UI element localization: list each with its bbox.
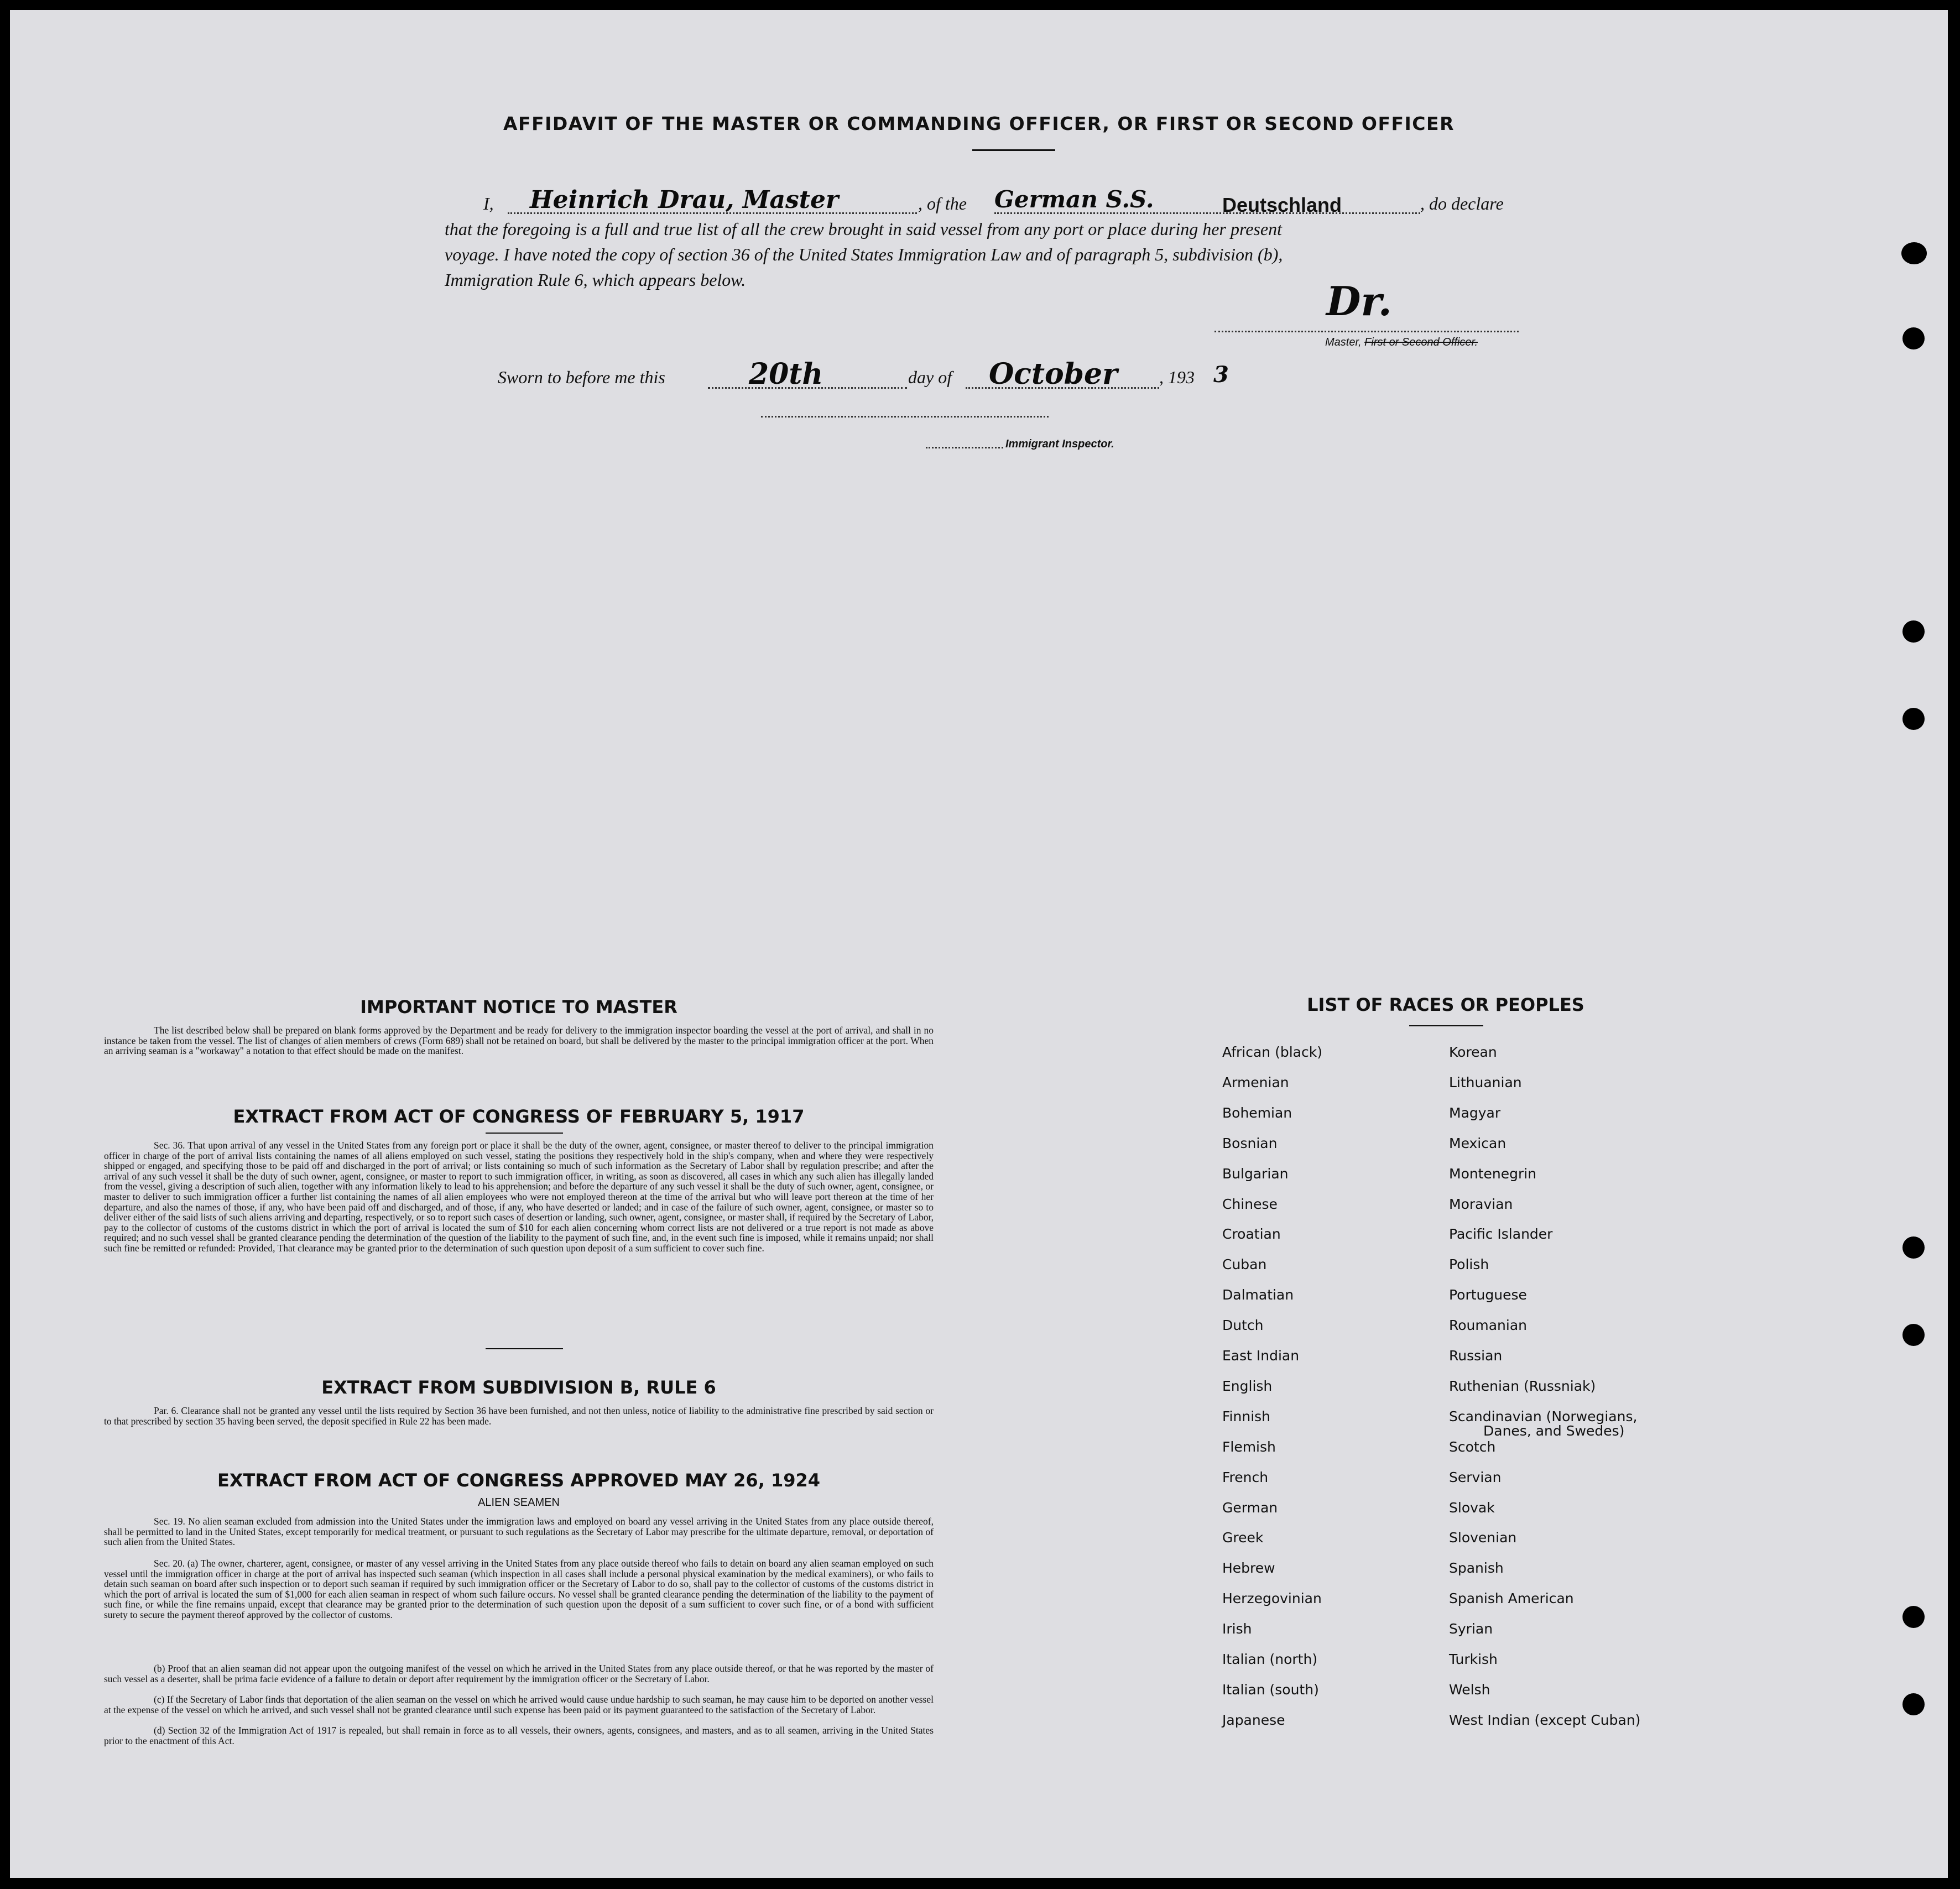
- race-item: Japanese: [1222, 1711, 1285, 1728]
- race-item: Turkish: [1449, 1651, 1498, 1667]
- race-item: Russian: [1449, 1348, 1503, 1364]
- race-item: Croatian: [1222, 1226, 1281, 1243]
- punch-hole: [1902, 708, 1925, 730]
- punch-hole: [1902, 1324, 1925, 1346]
- race-item: Welsh: [1449, 1681, 1490, 1698]
- document-page: [10, 10, 1948, 1878]
- act-1924-sec20a: Sec. 20. (a) The owner, charterer, agent, consignee, or master of any vessel arriving in the United States from any place outside thereof who fails to detain on board any alien seaman employed on such vessel until the immigration officer in charge at the port of arrival has inspected such seaman (which inspection in all cases shall include a personal physical examination by the medical examiners), or who fails to detain such seaman on board after such inspection or to deport such seaman if required by such immigration officer or the Secretary of Labor to do so, shall pay to the collector of customs of the customs district in which the port of arrival is located the sum of $1,000 for each alien seaman in respect of whom such failure occurs. No vessel shall be granted clearance pending the determination of the liability to the payment of such fine, or while the fine remains unpaid, except that clearance may be granted prior to the determination of such question upon the deposit of a sum sufficient to cover such fine, or of a bond with sufficient surety to secure the payment thereof approved by the collector of customs.: [104, 1558, 934, 1620]
- race-item: Greek: [1222, 1530, 1264, 1546]
- race-item: West Indian (except Cuban): [1449, 1711, 1641, 1728]
- race-item: Hebrew: [1222, 1560, 1275, 1577]
- master-signature: Dr.: [1326, 278, 1392, 325]
- race-item: Cuban: [1222, 1256, 1267, 1273]
- day-of-label: day of: [908, 367, 952, 387]
- month-field-line: [966, 387, 1159, 389]
- race-item: Pacific Islander: [1449, 1226, 1553, 1243]
- day-field-line: [708, 387, 907, 389]
- race-item: Armenian: [1222, 1074, 1289, 1090]
- of-the-label: , of the: [918, 194, 967, 213]
- master-name-handwritten: Heinrich Drau, Master: [530, 186, 839, 214]
- punch-hole: [1902, 327, 1925, 349]
- race-item: German: [1222, 1499, 1278, 1516]
- act-1917-text: Sec. 36. That upon arrival of any vessel in the United States from any foreign port or place it shall be the duty of the owner, agent, consignee, or master thereof to deliver to the principal immigration officer in charge of the port of arrival lists containing the names of all aliens employed on such vessel, stating the positions they respectively hold in the ship's company, when and where they were respectively shipped or engaged, and specifying those to be paid off and discharged in the port of arrival; or lists containing so much of such information as the Secretary of Labor shall by regulation prescribe; and after the arrival of any such vessel it shall be the duty of such owner, agent, consignee, or master to report to such immigration officer, in writing, as soon as discovered, all cases in which any such alien has illegally landed from the vessel, giving a description of such alien, together with any information likely to lead to his apprehension; and before the departure of any such vessel it shall be the duty of such owner, agent, consignee, or master to deliver to such immigration officer a further list containing the names of all alien employees who were not employed thereon at the time of the arrival but who will leave port thereon at the time of her departure, and also the names of those, if any, who have been paid off and discharged, and of those, if any, who have deserted or landed; and in case of the failure of such owner, agent, consignee, or master so to deliver either of the said lists of such aliens arriving and departing, respectively, or so to report such cases of desertion or landing, such owner, agent, consignee, or master shall, if required by the Secretary of Labor, pay to the collector of customs of the customs district in which the port of arrival is located the sum of $10 for each alien concerning whom correct lists are not delivered or a true report is not made as above required; and no such vessel shall be granted clearance pending the determination of the question of the liability to the payment of such fine, and, in the event such fine is imposed, while it remains unpaid; nor shall such fine be remitted or refunded: Provided, That clearance may be granted prior to the determination of such question upon deposit of a sum sufficient to cover such fine.: [104, 1140, 934, 1254]
- race-item: Scotch: [1449, 1438, 1496, 1455]
- master-label: Master,: [1325, 336, 1362, 348]
- race-item: Syrian: [1449, 1621, 1493, 1637]
- rule-6-text: Par. 6. Clearance shall not be granted any vessel until the lists required by Section 36 have been furnished, and not then unless, notice of liability to the administrative fine prescribed by said section or to that prescribed by section 35 having been served, the deposit specified in Rule 22 has been made.: [104, 1405, 934, 1427]
- race-item: Spanish American: [1449, 1590, 1574, 1607]
- punch-hole: [1902, 1693, 1925, 1715]
- race-item: Ruthenian (Russniak): [1449, 1377, 1596, 1394]
- punch-hole: [1902, 1606, 1925, 1628]
- inspector-signature-line: [761, 416, 1049, 418]
- year-suffix-handwritten: 3: [1213, 362, 1229, 388]
- vessel-type-handwritten: German S.S.: [994, 186, 1154, 213]
- race-item: Slovenian: [1449, 1530, 1517, 1546]
- act-1924-subtitle: ALIEN SEAMEN: [478, 1496, 560, 1509]
- struck-officer-label: First or Second Officer.: [1364, 336, 1478, 348]
- inspector-short-line: [926, 447, 1003, 448]
- race-item: African (black): [1222, 1044, 1322, 1060]
- race-item: Polish: [1449, 1256, 1489, 1273]
- do-declare-label: , do declare: [1420, 194, 1504, 213]
- race-item: Moravian: [1449, 1196, 1513, 1212]
- act-1917-title: EXTRACT FROM ACT OF CONGRESS OF FEBRUARY 5, 1917: [233, 1106, 805, 1127]
- race-item: East Indian: [1222, 1348, 1300, 1364]
- affidavit-line-1: [10, 186, 1948, 216]
- punch-hole: [1902, 620, 1925, 643]
- affidavit-line-2: that the foregoing is a full and true list of all the crew brought in said vessel from any port or place during her present: [445, 219, 1282, 239]
- affidavit-line-3: voyage. I have noted the copy of section 36 of the United States Immigration Law and of paragraph 5, subdivision (b),: [445, 244, 1283, 264]
- rule-6-title: EXTRACT FROM SUBDIVISION B, RULE 6: [321, 1377, 716, 1398]
- name-field-line: [508, 212, 917, 214]
- race-item: Magyar: [1449, 1104, 1501, 1121]
- act-1924-sec20d: (d) Section 32 of the Immigration Act of 1917 is repealed, but shall remain in force as to all vessels, their owners, agents, consignees, and masters, and as to all seamen, arriving in the United States prior to the enactment of this Act.: [104, 1725, 934, 1746]
- act-1924-sec20b: (b) Proof that an alien seaman did not appear upon the outgoing manifest of the vessel on which he arrived in the United States from any place outside thereof, or that he was reported by the master of such vessel as a deserter, shall be prima facie evidence of a failure to detain or deport after requirement by the immigration officer or the Secretary of Labor.: [104, 1663, 934, 1684]
- race-item: Lithuanian: [1449, 1074, 1522, 1090]
- punch-hole: [1902, 1236, 1925, 1259]
- sworn-month-handwritten: October: [989, 357, 1118, 391]
- race-item: French: [1222, 1469, 1269, 1485]
- race-item: Bosnian: [1222, 1135, 1278, 1151]
- race-item: Mexican: [1449, 1135, 1507, 1151]
- affidavit-title: AFFIDAVIT OF THE MASTER OR COMMANDING OFFICER, OR FIRST OR SECOND OFFICER: [503, 113, 1455, 134]
- act-1924-title: EXTRACT FROM ACT OF CONGRESS APPROVED MAY 26, 1924: [217, 1470, 821, 1491]
- act-1924-sec19: Sec. 19. No alien seaman excluded from admission into the United States under the immigration laws and employed on board any vessel arriving in the United States from any place outside thereof, shall be permitted to land in the United States, except temporarily for medical treatment, or pursuant to such regulations as the Secretary of Labor may prescribe for the ultimate departure, removal, or deportation of such alien from the United States.: [104, 1516, 934, 1548]
- race-item: Roumanian: [1449, 1317, 1528, 1334]
- races-title-divider: [1409, 1025, 1483, 1026]
- sworn-prefix: Sworn to before me this: [498, 367, 665, 387]
- race-item: Flemish: [1222, 1438, 1276, 1455]
- race-item: Bohemian: [1222, 1104, 1292, 1121]
- signature-line: [1214, 331, 1519, 332]
- pronoun-i: I,: [483, 194, 494, 213]
- race-item: Dalmatian: [1222, 1287, 1294, 1303]
- title-divider: [972, 149, 1055, 151]
- inspector-label: Immigrant Inspector.: [1005, 438, 1114, 450]
- vessel-field-line: [994, 212, 1420, 214]
- race-item: Italian (north): [1222, 1651, 1318, 1667]
- race-item: Korean: [1449, 1044, 1497, 1060]
- races-title: LIST OF RACES OR PEOPLES: [1307, 994, 1584, 1015]
- race-item: Servian: [1449, 1469, 1502, 1485]
- race-item: Bulgarian: [1222, 1165, 1289, 1182]
- race-item: Montenegrin: [1449, 1165, 1537, 1182]
- notice-title: IMPORTANT NOTICE TO MASTER: [360, 996, 677, 1017]
- race-item: Dutch: [1222, 1317, 1264, 1334]
- punch-hole: [1901, 242, 1927, 264]
- signature-caption: [1325, 336, 1478, 349]
- sworn-line: [10, 357, 1948, 390]
- act-1917-divider: [486, 1133, 563, 1134]
- race-item: Italian (south): [1222, 1681, 1319, 1698]
- race-item: Scandinavian (Norwegians,: [1449, 1408, 1638, 1424]
- vessel-name: Deutschland: [1222, 194, 1342, 216]
- race-item: English: [1222, 1377, 1273, 1394]
- race-item: Irish: [1222, 1621, 1252, 1637]
- sworn-day-handwritten: 20th: [749, 357, 823, 391]
- act-1924-sec20c: (c) If the Secretary of Labor finds that deportation of the alien seaman on the vessel on which he arrived would cause undue hardship to such seaman, he may cause him to be deported on another vessel at the expense of the vessel on which he arrived, and such vessel shall not be granted clearance until such expense has been paid or its payment guaranteed to the satisfaction of the Secretary of Labor.: [104, 1694, 934, 1715]
- year-prefix: , 193: [1159, 367, 1195, 387]
- race-item: Chinese: [1222, 1196, 1278, 1212]
- race-item: Slovak: [1449, 1499, 1495, 1516]
- race-item: Danes, and Swedes): [1483, 1422, 1625, 1439]
- race-item: Spanish: [1449, 1560, 1504, 1577]
- race-item: Herzegovinian: [1222, 1590, 1322, 1607]
- act-1917-end-divider: [486, 1348, 563, 1349]
- race-item: Portuguese: [1449, 1287, 1527, 1303]
- notice-text: The list described below shall be prepared on blank forms approved by the Department and be ready for delivery to the immigration inspector boarding the vessel at the port of arrival, and shall in no instance be taken from the vessel. The list of changes of alien members of crews (Form 689) shall not be retained on board, but shall be delivered by the master to the principal immigration officer at the port. When an arriving seaman is a "workaway" a notation to that effect should be made on the manifest.: [104, 1025, 934, 1057]
- affidavit-line-4: Immigration Rule 6, which appears below.: [445, 270, 746, 290]
- race-item: Finnish: [1222, 1408, 1271, 1424]
